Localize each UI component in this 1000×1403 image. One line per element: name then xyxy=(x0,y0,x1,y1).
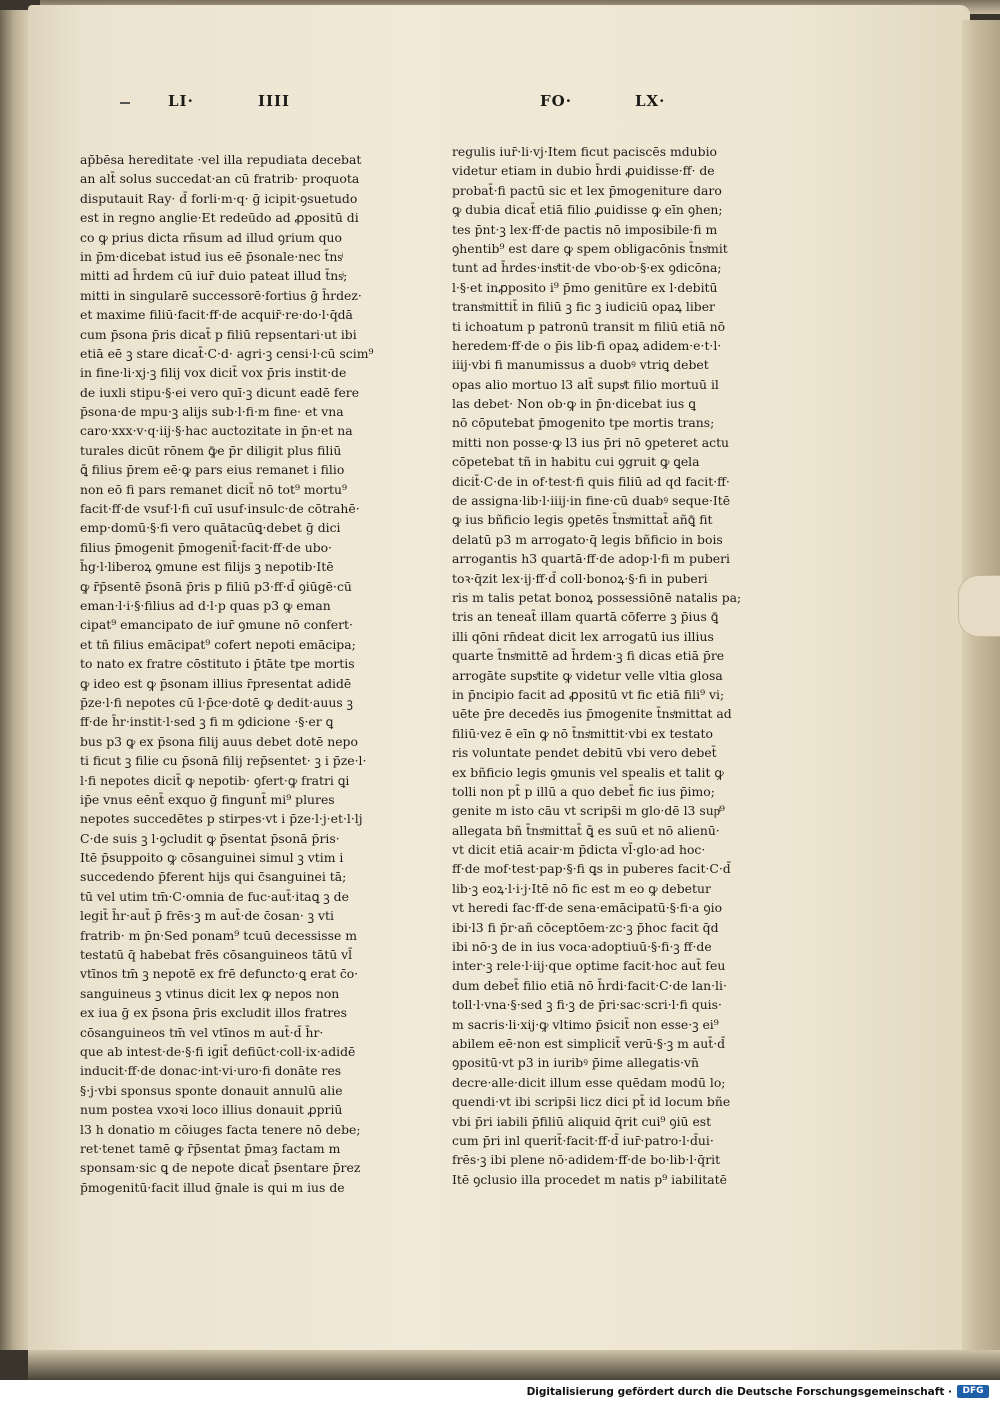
text-line: etiā eē ꝫ stare dicat̄·C·d· agri·ꝫ censi·l·cū scim⁹ xyxy=(80,345,374,361)
text-line: filiū·vez ē eīn ꝙ nō t̄nsͥmittit·vbi ex testato xyxy=(452,725,713,741)
text-line: testatū q̄ habebat frēs cōsanguineos tātū vl̄ xyxy=(80,947,353,963)
text-line: l·fi nepotes dicit̄ ꝙ nepotib· ꝯfert·ꝙ fratri ꝗi xyxy=(80,772,350,788)
text-line: co ꝙ prius dicta rñsum ad illud ꝯrium quo xyxy=(80,229,342,245)
text-line: illi qōni rn̄deat dicit lex arrogatū ius illius xyxy=(452,628,714,644)
text-line: et tñ filius emācipat⁹ cofert nepoti emācipa; xyxy=(80,636,356,652)
text-line: in p̄ncipio facit ad ꝓpositū vt fic etiā fili⁹ vi; xyxy=(452,686,725,702)
text-line: ti ficut ꝫ filie cu p̄sonā filij rep̄sentet· ꝫ i p̄ze·l· xyxy=(80,753,367,769)
text-line: in p̄m·dicebat istud ius eē p̄sonale·nec t̄nsͥ xyxy=(80,248,343,264)
text-line: tunt ad h̄rdes·insͥtit·de vbo·ob·§·ex ꝯdicōna; xyxy=(452,260,722,276)
text-line: p̄sona·de mpu·ꝫ alijs sub·l·fi·m fine· et vna xyxy=(80,404,344,420)
text-line: ip̄e vnus eēnt̄ exquo ḡ fingunt̄ mi⁹ plures xyxy=(80,791,335,807)
text-line: vt heredi fac·ff·de sena·emācipatū·§·fi·a ꝯio xyxy=(452,900,723,916)
text-line: fratrib· m p̄n·Sed ponam⁹ tcuū decessisse m xyxy=(80,927,357,943)
left-text-column xyxy=(80,150,410,1197)
text-line: nō cōputebat p̄mogenito tpe mortis trans; xyxy=(452,415,715,431)
text-line: sponsam·sic ꝗ de nepote dicat̄ p̄sentare p̄rez xyxy=(80,1160,361,1176)
text-line: turales dicūt rōnem ꝙ̄e p̄r diligit plus filiū xyxy=(80,442,342,458)
text-line: allegata bñ t̄nsͥmittat̄ ꝗ̄ es suū et nō alienū· xyxy=(452,822,720,838)
text-line: decre·alle·dicit illum esse quēdam modū lo; xyxy=(452,1074,726,1090)
text-line: mitti non posse·ꝙ l3 ius p̄ri nō ꝯpeteret actu xyxy=(452,434,730,450)
text-line: lib·ꝫ eoꝝ·l·i·j·Itē nō fic est m eo ꝙ debetur xyxy=(452,880,711,896)
text-line: l·§·et inꝓposito i⁹ p̄mo genitūre ex l·debitū xyxy=(452,279,718,295)
text-line: dum debet̄ filio etiā nō h̄rdi·facit·C·de lan·li· xyxy=(452,977,727,993)
text-line: frēs·ꝫ ibi plene nō·adidem·ff·de bo·lib·l·q̄rit xyxy=(452,1152,721,1168)
text-line: ꝙ ideo est ꝙ p̄sonam illius r̄presentat adidē xyxy=(80,675,352,691)
text-line: uēte p̄re decedēs ius p̄mogenite t̄nsͥmittat ad xyxy=(452,706,732,722)
text-line: ret·tenet tamē ꝙ r̄p̄sentat p̄maȝ factam m xyxy=(80,1140,341,1156)
text-line: p̄ze·l·fi nepotes cū l·p̄ce·dotē ꝙ dedit·auus ꝫ xyxy=(80,694,353,710)
header-dash xyxy=(120,102,130,104)
right-folio: LX· xyxy=(635,92,666,110)
text-line: quendi·vt ibi scrips̄i licz dici pt̄ id locum bñe xyxy=(452,1094,731,1110)
left-numeral: IIII xyxy=(258,92,291,110)
text-line: ꝯhentib⁹ est dare ꝙ spem obligacōnis t̄nsͥmit xyxy=(452,240,728,256)
text-line: las debet· Non ob·ꝙ in p̄n·dicebat ius ꝗ xyxy=(452,396,696,412)
text-line: eman·l·i·§·filius ad d·l·p quas p3 ꝙ eman xyxy=(80,597,331,613)
text-line: toꝛ·q̄zit lex·ij·ff·d̄ coll·bonoꝝ·§·fi in puberi xyxy=(452,570,708,586)
dfg-credit-text: Digitalisierung gefördert durch die Deutsche Forschungsgemeinschaft · xyxy=(526,1386,952,1398)
right-label: FO· xyxy=(540,92,572,110)
text-line: ff·de mof·test·pap·§·fi ꝗs in puberes facit·C·d̄ xyxy=(452,861,731,877)
text-line: opas alio mortuo l3 alt̄ supsͥt filio mortuū il xyxy=(452,376,719,392)
text-line: arrogāte supsͥtite ꝙ videtur velle vltia glosa xyxy=(452,667,723,683)
text-line: vt dicit etiā acair·m p̄dicta vl̄·glo·ad hoc· xyxy=(452,842,706,858)
text-line: quarte t̄nsͥmittē ad h̄rdem·ꝫ fi dicas etiā p̄re xyxy=(452,648,725,664)
text-line: toll·l·vna·§·sed ꝫ fi·ꝫ de p̄ri·sac·scri·l·fi quis· xyxy=(452,997,722,1013)
text-line: nepotes succedētes p stirpes·vt i p̄ze·l·j·et·l·lj xyxy=(80,811,363,827)
text-line: Itē ꝯclusio illa procedet m natis p⁹ iabilitatē xyxy=(452,1171,727,1187)
text-line: mitti in singularē successorē·fortius ḡ h̄rdez· xyxy=(80,287,362,303)
left-folio: LI· xyxy=(168,92,194,110)
text-line: de iuxli stipu·§·ei vero quī·ꝫ dicunt eadē fere xyxy=(80,384,360,400)
text-line: tes p̄nt·ꝫ lex·ff·de pactis nō imposibile·fi m xyxy=(452,221,718,237)
text-line: tolli non pt̄ p illū a quo debet̄ fic ius p̄imo; xyxy=(452,783,715,799)
text-line: transͥmittit̄ in filiū ꝫ fic ꝫ iudiciū opaꝝ liber xyxy=(452,299,715,315)
text-line: et maxime filiū·facit·ff·de acquir̄·re·do·l·q̄dā xyxy=(80,307,353,323)
text-line: to nato ex fratre cōstituto i p̄tāte tpe mortis xyxy=(80,656,355,672)
text-line: tū vel utim tm̄·C·omnia de fuc·aut̄·itaꝗ ꝫ de xyxy=(80,888,349,904)
text-line: ap̄bēsa hereditate ·vel illa repudiata decebat xyxy=(80,152,362,167)
text-line: abilem eē·non est simplicit̄ verū·§·ꝫ m aut̄·d̄ xyxy=(452,1035,726,1051)
text-line: cōsanguineos tm̄ vel vtīnos m aut̄·d̄ h̄r· xyxy=(80,1024,324,1040)
text-line: ꝙ r̄p̄sentē p̄sonā p̄ris p filiū p3·ff·d̄ ꝯiūgē·cū xyxy=(80,578,352,594)
page-tab-marker xyxy=(958,575,1000,637)
text-line: ibi nō·ꝫ de in ius voca·adoptiuū·§·fi·ꝫ ff·de xyxy=(452,939,712,955)
text-line: probat̄·fi pactū sic et lex p̄mogeniture daro xyxy=(452,182,722,198)
text-line: ꝯpositū·vt p3 in iuribꝰ p̄ime allegatis·vn̄ xyxy=(452,1055,699,1071)
text-line: vtīnos tm̄ ꝫ nepotē ex frē defuncto·ꝗ erat c̄o· xyxy=(80,966,359,982)
text-line: iiij·vbi fi manumissus a duobꝰ vtriꝗ debet xyxy=(452,357,709,373)
text-line: genite m isto cāu vt scrips̄i m glo·dē l3 supͥ⁹ xyxy=(452,803,725,819)
text-line: ꝗ̄ filius p̄rem eē·ꝙ pars eius remanet i filio xyxy=(80,462,345,478)
text-line: ris voluntate pendet debitū vbi vero debet̄ xyxy=(452,745,717,761)
text-line: ris m talis petat bonoꝝ possessiōnē natalis pa; xyxy=(452,589,742,605)
text-line: arrogantis h3 quartā·ff·de adop·l·fi m puberi xyxy=(452,551,731,567)
text-line: videtur etiam in dubio h̄rdi ꝓuidisse·ff· de xyxy=(452,163,715,179)
text-line: ex bñficio legis ꝯmunis vel spealis et talit ꝙ xyxy=(452,764,724,780)
text-line: cipat⁹ emancipato de iur̄ ꝯmune nō confert· xyxy=(80,617,353,633)
text-line: in fine·li·xj·ꝫ filij vox dicit̄ vox p̄ris instit·de xyxy=(80,365,347,381)
text-line: est in regno anglie·Et redeūdo ad ꝓpositū di xyxy=(80,210,359,226)
text-line: p̄mogenitū·facit illud ḡnale is qui m ius de xyxy=(80,1179,345,1195)
text-line: ti ichoatum p patronū transit m filiū etiā nō xyxy=(452,318,726,334)
text-line: emp·domū·§·fi vero quātacūꝗ·debet ḡ dici xyxy=(80,520,341,536)
text-line: de assigna·lib·l·iiij·in fine·cū duabꝰ seque·Itē xyxy=(452,493,731,509)
text-line: §·j·vbi sponsus sponte donauit annulū alie xyxy=(80,1082,343,1098)
text-line: regulis iur̄·li·vj·Item ficut paciscēs mdubio xyxy=(452,144,718,159)
text-line: ibi·l3 fi p̄r·añ cōceptōem·zc·ꝫ p̄hoc facit q̄d xyxy=(452,919,719,935)
text-line: num postea vxoꝛi loco illius donauit ꝓpriū xyxy=(80,1102,343,1118)
text-line: succedendo p̄ferent hijs qui c̄sanguinei tā; xyxy=(80,869,347,885)
text-line: filius p̄mogenit p̄mogenit̄·facit·ff·de ubo· xyxy=(80,539,333,555)
text-line: que ab intest·de·§·fi igit̄ defiūct·coll·ix·adidē xyxy=(80,1043,356,1059)
text-line: non eō fi pars remanet dicit̄ nō tot⁹ mortu⁹ xyxy=(80,481,347,497)
text-line: facit·ff·de vsuf·l·fi cuī usuf·insulc·de cōtrahē· xyxy=(80,501,360,517)
text-line: bus p3 ꝙ ex p̄sona filij auus debet dotē nepo xyxy=(80,733,358,749)
dfg-logo: DFG xyxy=(957,1385,989,1398)
text-line: ꝙ ius bñficio legis ꝯpetēs t̄nsͥmittat̄ añꝗ̄ fit xyxy=(452,512,713,528)
text-line: mitti ad h̄rdem cū iur̄ duio pateat illud t̄nsͥ; xyxy=(80,268,348,284)
text-line: l3 h donatio m cōiuges facta tenere nō debe; xyxy=(80,1121,361,1137)
text-line: ex iua ḡ ex p̄sona p̄ris excludit illos fratres xyxy=(80,1005,347,1021)
text-line: cum p̄sona p̄ris dicat̄ p filiū repsentari·ut ibi xyxy=(80,326,357,342)
text-line: C·de suis ꝫ l·ꝯcludit ꝙ p̄sentat p̄sonā p̄ris· xyxy=(80,830,340,846)
text-line: delatū p3 m arrogato·q̄ legis bñficio in bois xyxy=(452,531,723,547)
text-line: caro·xxx·v·q·iij·§·hac auctozitate in p̄n·et na xyxy=(80,423,353,439)
text-line: ff·de h̄r·instit·l·sed ꝫ fi m ꝯdicione ·§·er ꝗ xyxy=(80,714,334,730)
text-line: Itē p̄suppoito ꝙ cōsanguinei simul ꝫ vtim i xyxy=(80,850,344,866)
right-page-edge xyxy=(962,20,1000,1350)
text-line: m sacris·li·xij·ꝙ vltimo p̄sicit̄ non esse·ꝫ ei⁹ xyxy=(452,1016,719,1032)
text-line: h̄g·l·liberoꝝ ꝯmune est filijs ꝫ nepotib·Itē xyxy=(80,559,334,575)
text-line: sanguineus ꝫ vtinus dicit lex ꝙ nepos non xyxy=(80,985,340,1001)
bottom-page-edge xyxy=(28,1350,1000,1380)
text-line: cum p̄ri inl querit̄·facit·ff·d̄ iur̄·patro·l·d̄ui· xyxy=(452,1132,714,1148)
text-line: heredem·ff·de o p̄is lib·fi opaꝝ adidem·e·t·l· xyxy=(452,337,722,353)
text-line: tris an teneat̄ illam quartā cōferre ꝫ p̄ius ꝗ̄ xyxy=(452,609,719,625)
right-text-column xyxy=(452,142,768,1189)
text-line: inter·ꝫ rele·l·iij·que optime facit·hoc aut̄ feu xyxy=(452,958,726,974)
text-line: inducit·ff·de donac·int·vi·uro·fi donāte res xyxy=(80,1063,342,1079)
text-line: disputauit Ray· d̄ forli·m·q· ḡ icipit·ꝯsuetudo xyxy=(80,190,358,206)
text-line: dicit̄·C·de in of·test·fi quis filiū ad qd facit·ff· xyxy=(452,473,730,489)
text-line: ꝙ dubia dicat̄ etiā filio ꝓuidisse ꝙ eīn ꝯhen; xyxy=(452,202,723,218)
text-line: an alt̄ solus succedat·an cū fratrib· proquota xyxy=(80,171,360,187)
text-line: cōpetebat tñ in habitu cui ꝯgruit ꝙ ꝗela xyxy=(452,454,700,470)
text-line: legit̄ h̄r·aut̄ p̄ frēs·ꝫ m aut̄·de c̄osan· ꝫ vti xyxy=(80,908,334,924)
text-line: vbi p̄ri iabili p̄filiū aliquid q̄rit cui⁹ ꝯiū est xyxy=(452,1113,712,1129)
